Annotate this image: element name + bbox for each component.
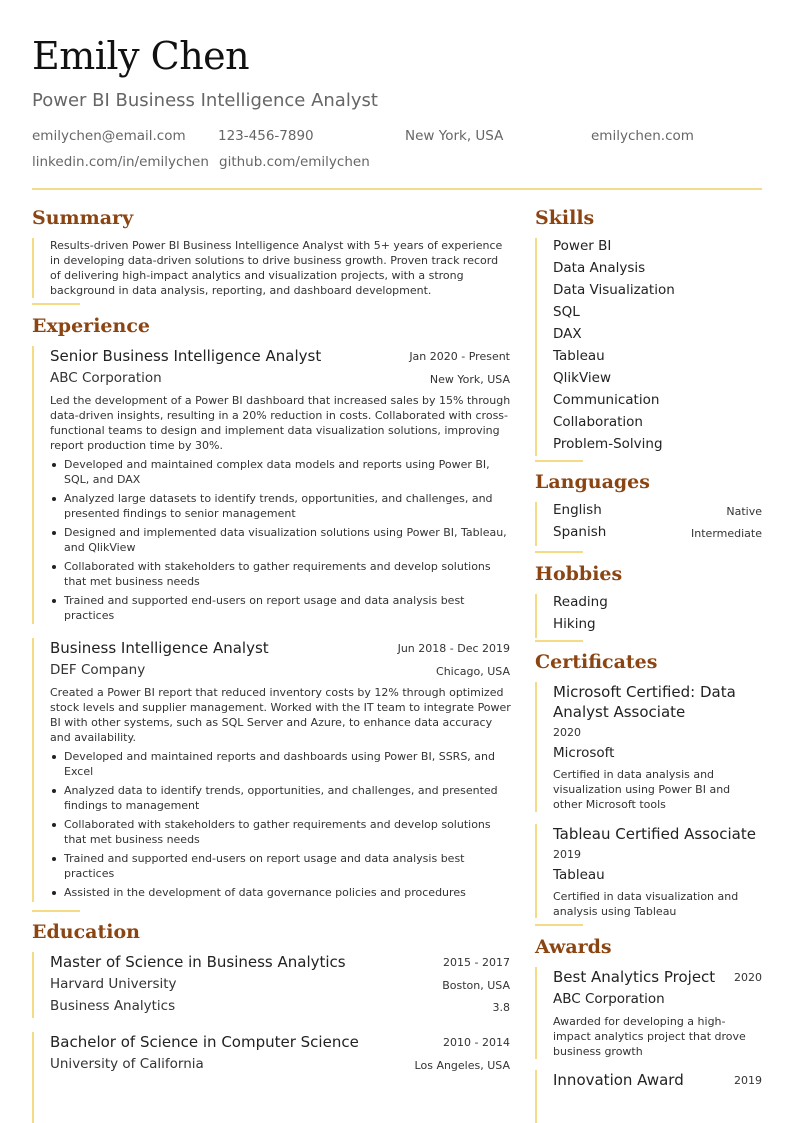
edu-1-gpa: 3.8 (492, 1001, 510, 1014)
candidate-name: Emily Chen (32, 34, 250, 78)
cert-1-issuer: Microsoft (553, 745, 615, 761)
list-item: Collaborated with stakeholders to gather requirements and develop solutions that met business needs (50, 559, 512, 589)
cert-2-title: Tableau Certified Associate (553, 825, 756, 843)
summary-underline (32, 303, 80, 305)
summary-text: Results-driven Power BI Business Intelligence Analyst with 5+ years of experience in developing data-driven solutions to drive business growth. Proven track record of delivering high-impact analytics and visualization projects, with a strong background in data analysis, reporting, and dashboard development. (50, 239, 503, 297)
edu-1-school: Harvard University (50, 976, 177, 992)
cert-2-description: Certified in data visualization and analysis using Tableau (553, 890, 739, 918)
certificates-underline (535, 924, 583, 926)
skill-item: Communication (553, 392, 660, 408)
edu-1-degree: Master of Science in Business Analytics (50, 953, 346, 971)
cert-2-year: 2019 (553, 848, 581, 861)
summary-accent-bar (32, 238, 34, 298)
skill-item: Data Visualization (553, 282, 675, 298)
linkedin-link[interactable]: linkedin.com/in/emilychen (32, 154, 209, 170)
language-level: Intermediate (691, 527, 762, 540)
award-1-title: Best Analytics Project (553, 968, 716, 986)
job-2-title: Business Intelligence Analyst (50, 639, 269, 657)
language-level: Native (726, 505, 762, 518)
hobbies-underline (535, 640, 583, 642)
job-title-heading: Power BI Business Intelligence Analyst (32, 90, 378, 111)
edu-1-accent-bar (32, 952, 34, 1018)
job-2-description: Created a Power BI report that reduced inventory costs by 12% through optimized stock levels and supplier management. Worked with the IT team to integrate Power BI with other systems, such as SQL Server and Azure, to enhance data accuracy and availability. (50, 686, 511, 744)
edu-2-location: Los Angeles, USA (414, 1059, 510, 1072)
cert-2-accent-bar (535, 824, 537, 918)
edu-2-accent-bar (32, 1032, 34, 1123)
github-link[interactable]: github.com/emilychen (219, 154, 370, 170)
job-1-location: New York, USA (429, 373, 510, 386)
edu-2-dates: 2010 - 2014 (443, 1036, 510, 1049)
list-item: Trained and supported end-users on report usage and data analysis best practices (50, 851, 512, 881)
job-1-title: Senior Business Intelligence Analyst (50, 347, 322, 365)
job-2-company: DEF Company (50, 662, 146, 678)
website-link[interactable]: emilychen.com (591, 128, 694, 144)
summary-heading: Summary (32, 207, 134, 229)
job-2-location: Chicago, USA (436, 665, 510, 678)
hobbies-accent-bar (535, 594, 537, 638)
job-1-company: ABC Corporation (50, 370, 162, 386)
languages-underline (535, 551, 583, 553)
languages-accent-bar (535, 502, 537, 546)
skill-item: QlikView (553, 370, 611, 386)
job-1-accent-bar (32, 346, 34, 624)
award-1-issuer: ABC Corporation (553, 991, 665, 1007)
cert-2-issuer: Tableau (553, 867, 605, 883)
edu-2-degree: Bachelor of Science in Computer Science (50, 1033, 359, 1051)
language-name: English (553, 502, 602, 518)
cert-1-year: 2020 (553, 726, 581, 739)
skill-item: Collaboration (553, 414, 643, 430)
skill-item: Power BI (553, 238, 612, 254)
list-item: Assisted in the development of data governance policies and procedures (50, 885, 512, 900)
job-1-description: Led the development of a Power BI dashboard that increased sales by 15% through data-driven insights, resulting in a 20% reduction in costs. Collaborated with cross-functional teams to design and implement data visualization solutions, improving report production time by 30%. (50, 394, 511, 452)
certificates-heading: Certificates (535, 651, 658, 673)
skill-item: SQL (553, 304, 580, 320)
hobby-item: Reading (553, 594, 608, 610)
job-1-bullets (50, 457, 512, 627)
skill-item: Tableau (553, 348, 605, 364)
job-2-accent-bar (32, 638, 34, 902)
award-2-year: 2019 (734, 1074, 762, 1087)
skills-accent-bar (535, 238, 537, 456)
education-heading: Education (32, 921, 140, 943)
list-item: Analyzed data to identify trends, opportunities, and challenges, and presented findings to management (50, 783, 512, 813)
award-2-accent-bar (535, 1070, 537, 1123)
header-divider (32, 188, 762, 190)
list-item: Collaborated with stakeholders to gather requirements and develop solutions that met business needs (50, 817, 512, 847)
languages-heading: Languages (535, 471, 650, 493)
list-item: Analyzed large datasets to identify trends, opportunities, and challenges, and presented findings to senior management (50, 491, 512, 521)
experience-heading: Experience (32, 315, 150, 337)
list-item: Developed and maintained complex data models and reports using Power BI, SQL, and DAX (50, 457, 512, 487)
skill-item: Data Analysis (553, 260, 646, 276)
email-link[interactable]: emilychen@email.com (32, 128, 186, 144)
edu-1-dates: 2015 - 2017 (443, 956, 510, 969)
location-text: New York, USA (405, 128, 504, 144)
award-1-year: 2020 (734, 971, 762, 984)
skill-item: DAX (553, 326, 582, 342)
hobby-item: Hiking (553, 616, 596, 632)
list-item: Designed and implemented data visualization solutions using Power BI, Tableau, and QlikView (50, 525, 512, 555)
phone-text: 123-456-7890 (218, 128, 314, 144)
skill-item: Problem-Solving (553, 436, 663, 452)
job-2-dates: Jun 2018 - Dec 2019 (397, 642, 510, 655)
job-2-bullets (50, 749, 512, 904)
language-name: Spanish (553, 524, 607, 540)
awards-heading: Awards (535, 936, 612, 958)
edu-1-field: Business Analytics (50, 998, 176, 1014)
award-1-description: Awarded for developing a high-impact analytics project that drove business growth (553, 1015, 746, 1058)
cert-1-title: Microsoft Certified: Data Analyst Associate (553, 683, 736, 721)
skills-underline (535, 460, 583, 462)
award-1-accent-bar (535, 967, 537, 1059)
edu-1-location: Boston, USA (442, 979, 510, 992)
skills-heading: Skills (535, 207, 595, 229)
cert-1-description: Certified in data analysis and visualization using Power BI and other Microsoft tools (553, 768, 731, 811)
list-item: Trained and supported end-users on report usage and data analysis best practices (50, 593, 512, 623)
list-item: Developed and maintained reports and dashboards using Power BI, SSRS, and Excel (50, 749, 512, 779)
cert-1-accent-bar (535, 682, 537, 812)
hobbies-heading: Hobbies (535, 563, 623, 585)
job-1-dates: Jan 2020 - Present (409, 350, 510, 363)
award-2-title: Innovation Award (553, 1071, 684, 1089)
experience-underline (32, 910, 80, 912)
edu-2-school: University of California (50, 1056, 204, 1072)
